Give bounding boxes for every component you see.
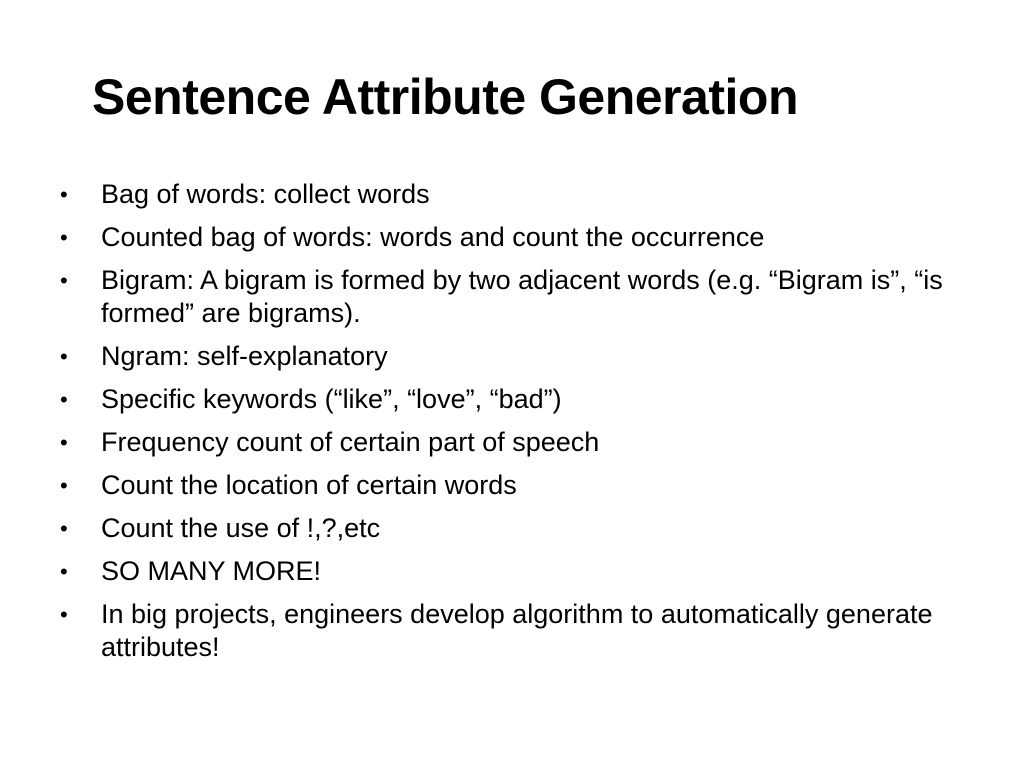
bullet-item-punctuation: [60, 512, 960, 545]
bullet-item-ngram: [60, 340, 960, 373]
bullet-item-big-projects: [60, 598, 960, 664]
bullet-text: In big projects, engineers develop algorithm to automatically generate attributes!: [101, 599, 933, 662]
bullet-icon: •: [60, 473, 68, 498]
bullet-item-counted-bag-of-words: [60, 221, 960, 254]
bullet-text: Count the location of certain words: [101, 470, 517, 500]
bullet-icon: •: [60, 225, 68, 250]
bullet-text: Bag of words: collect words: [101, 179, 430, 209]
bullet-item-bag-of-words: [60, 178, 960, 211]
bullet-icon: •: [60, 182, 68, 207]
bullet-icon: •: [60, 430, 68, 455]
bullet-item-frequency-count: [60, 426, 960, 459]
bullet-text: Count the use of !,?,etc: [101, 513, 381, 543]
bullet-text: Bigram: A bigram is formed by two adjacent words (e.g. “Bigram is”, “is formed” are bigrams).: [101, 265, 943, 328]
bullet-text: Ngram: self-explanatory: [101, 341, 388, 371]
bullet-list: [60, 178, 960, 674]
bullet-icon: •: [60, 268, 68, 293]
bullet-item-specific-keywords: [60, 383, 960, 416]
slide-title: Sentence Attribute Generation: [92, 69, 798, 125]
bullet-text: Counted bag of words: words and count the occurrence: [101, 222, 765, 252]
bullet-icon: •: [60, 516, 68, 541]
bullet-text: Specific keywords (“like”, “love”, “bad”): [101, 384, 562, 414]
bullet-icon: •: [60, 387, 68, 412]
bullet-icon: •: [60, 602, 68, 627]
bullet-item-so-many-more: [60, 555, 960, 588]
bullet-text: Frequency count of certain part of speech: [101, 427, 600, 457]
bullet-icon: •: [60, 344, 68, 369]
bullet-icon: •: [60, 559, 68, 584]
bullet-text: SO MANY MORE!: [101, 556, 322, 586]
bullet-item-location: [60, 469, 960, 502]
bullet-item-bigram: [60, 264, 960, 330]
